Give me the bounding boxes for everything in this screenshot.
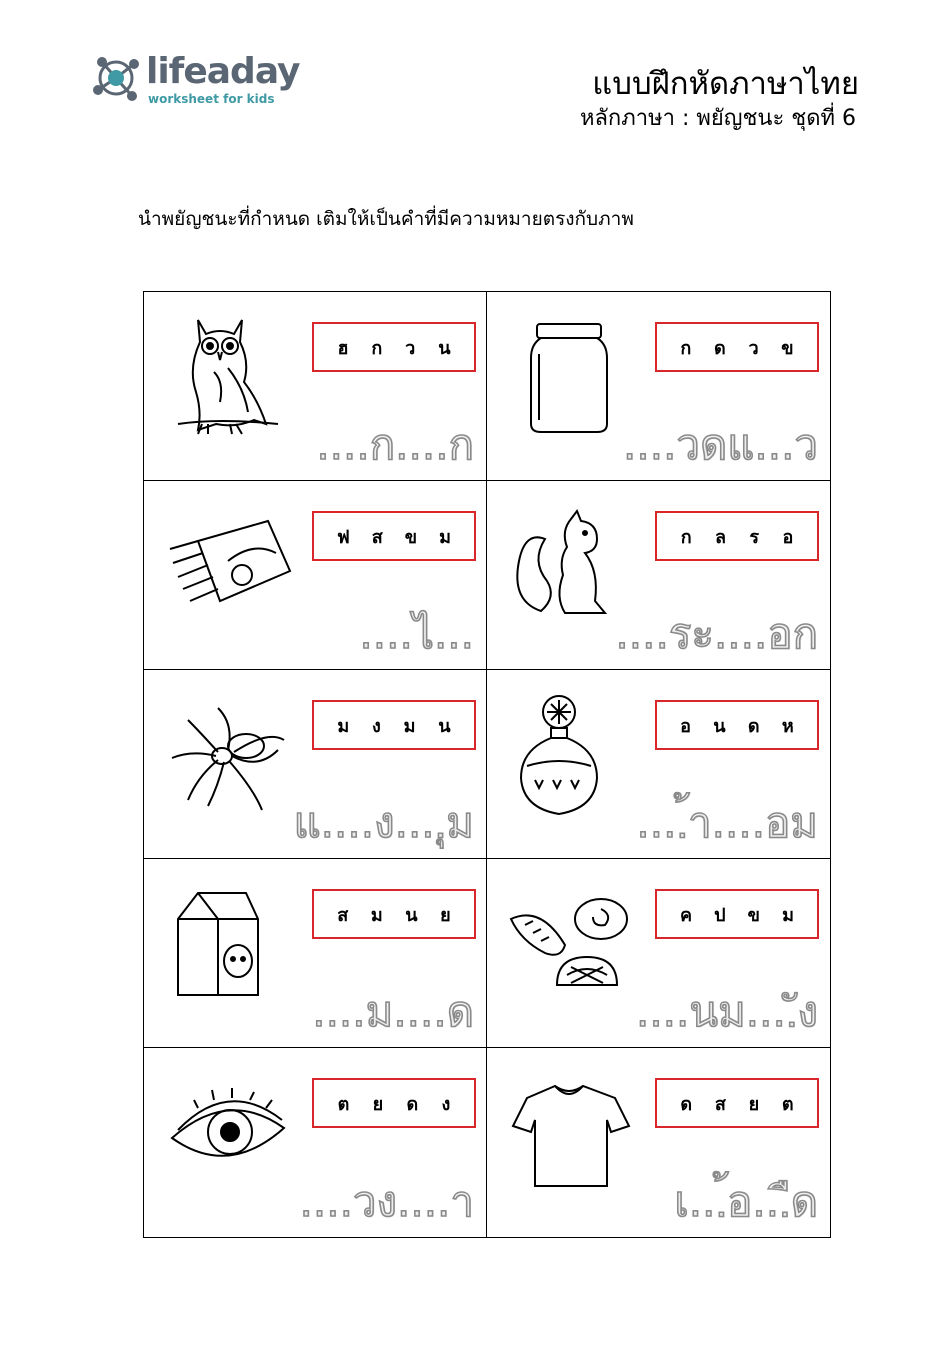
trace-answer[interactable]: ....้า....อม — [636, 798, 818, 847]
letter-box — [655, 511, 819, 561]
letter: ข — [404, 526, 418, 548]
letter-box — [312, 511, 476, 561]
letter-box — [312, 322, 476, 372]
letter: อ — [782, 526, 794, 548]
letter: ส — [371, 526, 383, 548]
letter: ห — [781, 715, 794, 737]
letter: ม — [337, 715, 350, 737]
letter-box — [655, 700, 819, 750]
letter: ด — [714, 337, 726, 359]
letter: ด — [406, 1093, 419, 1115]
letter: ว — [748, 337, 759, 359]
letter: น — [405, 904, 418, 926]
letter-box — [312, 700, 476, 750]
letter: ด — [680, 1093, 693, 1115]
letter: ร — [749, 526, 760, 548]
trace-answer[interactable]: ....ไ... — [359, 609, 474, 658]
brand-tagline: worksheet for kids — [148, 92, 275, 106]
brand-logo — [88, 48, 298, 110]
exercise-cell — [144, 292, 487, 481]
trace-answer[interactable]: แ....ง....ุม — [293, 798, 474, 847]
letter: ง — [372, 715, 381, 737]
instruction-text: นำพยัญชนะที่กำหนด เติมให้เป็นคำที่มีความหมายตรงกับภาพ — [138, 208, 634, 230]
exercise-cell — [487, 1048, 830, 1237]
eye-icon — [158, 1068, 298, 1198]
letter: ค — [680, 904, 693, 926]
page-subtitle: หลักภาษา : พยัญชนะ ชุดที่ 6 — [579, 106, 856, 131]
letter: น — [438, 715, 451, 737]
letter: ย — [372, 1093, 384, 1115]
letter: ส — [337, 904, 349, 926]
letter: ก — [680, 337, 692, 359]
milk-carton-icon — [158, 879, 298, 1009]
trace-answer[interactable]: ....ก....ก — [316, 420, 474, 469]
page-title: แบบฝึกหัดภาษาไทย — [592, 66, 859, 102]
letter: ก — [371, 337, 383, 359]
molecule-logo-icon — [88, 48, 146, 108]
letter: ม — [403, 715, 416, 737]
letter: ม — [439, 526, 451, 548]
letter-box — [655, 889, 819, 939]
letter: อ — [680, 715, 691, 737]
letter: ด — [747, 715, 760, 737]
exercise-cell — [144, 670, 487, 859]
perfume-bottle-icon — [501, 690, 641, 820]
letter: ง — [441, 1093, 451, 1115]
letter: ข — [781, 337, 794, 359]
owl-icon — [158, 312, 298, 442]
letter: ป — [714, 904, 726, 926]
exercise-grid — [143, 291, 831, 1238]
letter: ฟ — [337, 526, 350, 548]
trace-answer[interactable]: ....นม....ัง — [635, 987, 818, 1036]
trace-answer[interactable]: ....ระ....อก — [615, 609, 818, 658]
letter-box — [655, 1078, 819, 1128]
letter: ต — [337, 1093, 350, 1115]
letter: น — [438, 337, 451, 359]
trace-answer[interactable]: เ...้อ...ืด — [674, 1177, 818, 1226]
exercise-cell — [144, 859, 487, 1048]
exercise-cell — [487, 292, 830, 481]
trace-answer[interactable]: ....วดแ...ว — [623, 420, 818, 469]
letter: ย — [440, 904, 451, 926]
jar-icon — [501, 312, 641, 442]
letter: ฮ — [337, 337, 349, 359]
letter: ข — [747, 904, 760, 926]
trace-answer[interactable]: ....ม....ด — [312, 987, 474, 1036]
letter-box — [312, 889, 476, 939]
letter: ส — [714, 1093, 726, 1115]
letter: ม — [782, 904, 794, 926]
exercise-cell — [487, 670, 830, 859]
letter: น — [713, 715, 726, 737]
letter: ว — [405, 337, 416, 359]
trace-answer[interactable]: ....วง....า — [299, 1177, 474, 1226]
bread-icon — [501, 879, 641, 1009]
letter-box — [312, 1078, 476, 1128]
crayons-icon — [158, 501, 298, 631]
letter: ล — [714, 526, 727, 548]
brand-name: lifeaday — [146, 51, 300, 92]
spider-icon — [158, 690, 298, 820]
letter: ม — [370, 904, 383, 926]
exercise-cell — [144, 481, 487, 670]
exercise-cell — [144, 1048, 487, 1237]
letter: ต — [781, 1093, 794, 1115]
tshirt-icon — [501, 1068, 641, 1198]
letter: ก — [680, 526, 692, 548]
exercise-cell — [487, 859, 830, 1048]
exercise-cell — [487, 481, 830, 670]
letter: ย — [748, 1093, 760, 1115]
letter-box — [655, 322, 819, 372]
